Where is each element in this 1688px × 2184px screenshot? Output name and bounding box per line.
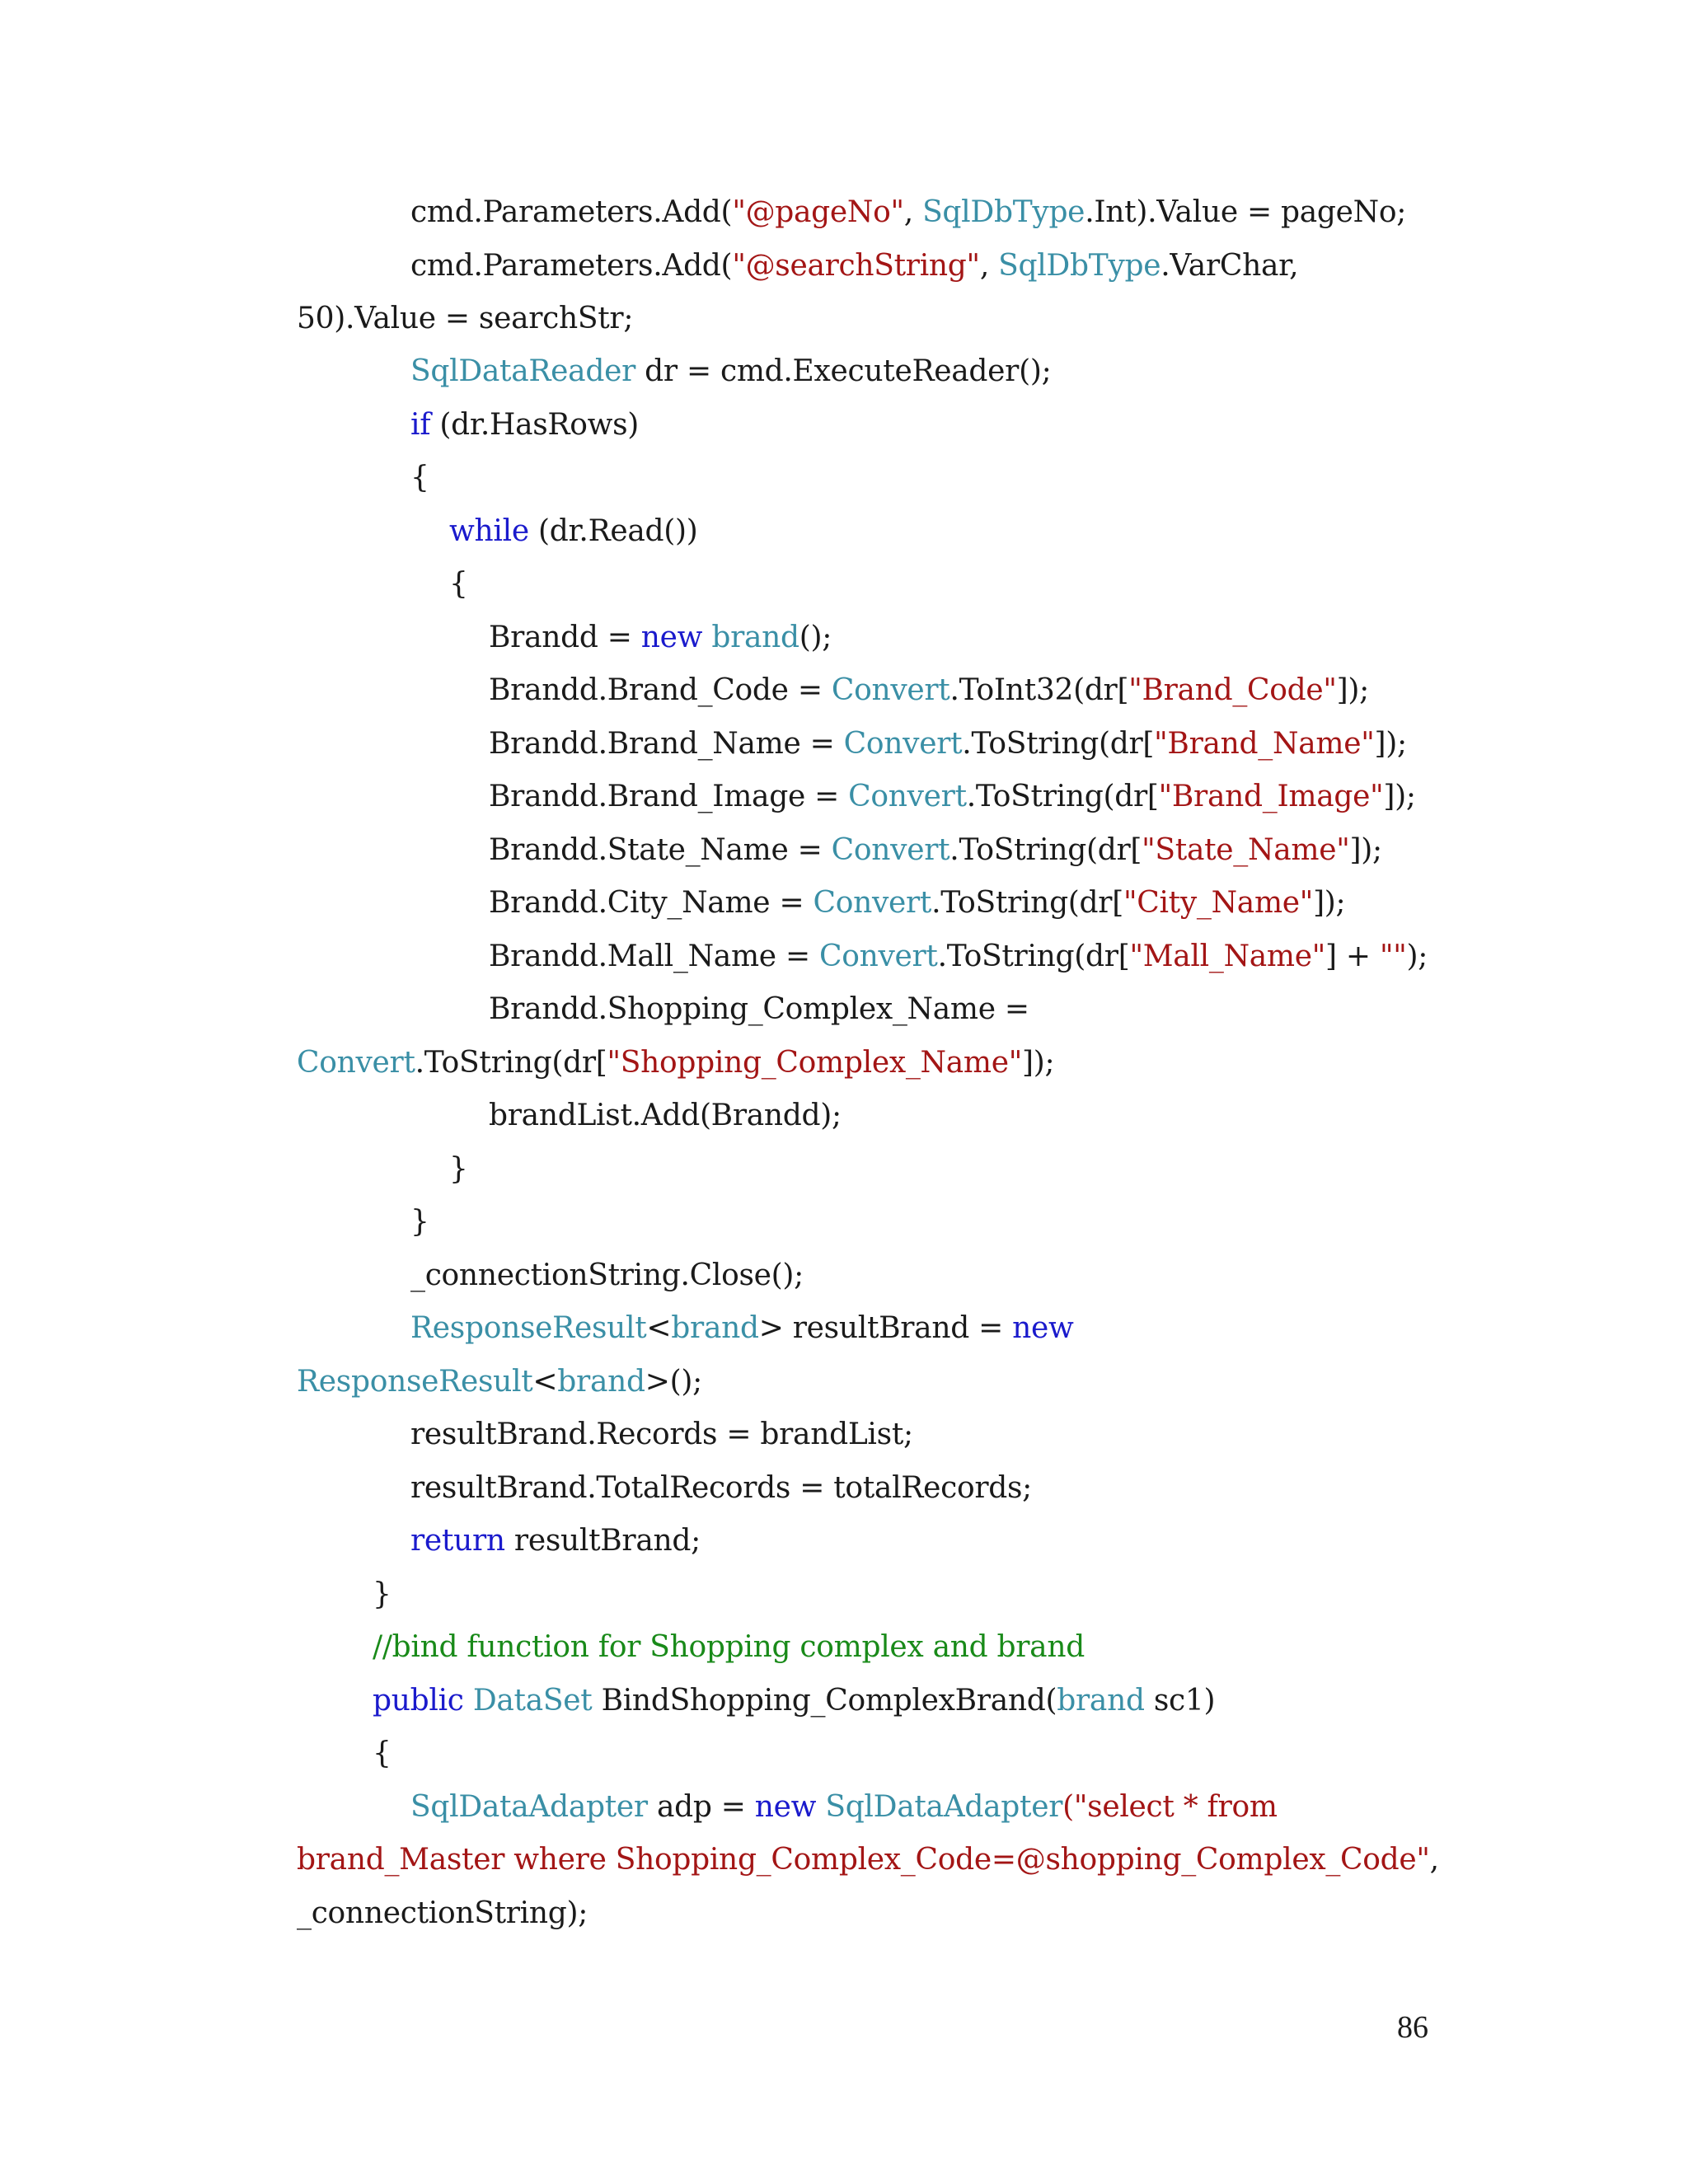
- code-line: [410, 460, 429, 496]
- code-token: }: [449, 1152, 468, 1186]
- code-token: Brandd =: [489, 621, 641, 654]
- code-line: [410, 1417, 913, 1453]
- type-token: Convert: [831, 833, 950, 867]
- code-token: BindShopping_ComplexBrand(: [592, 1684, 1057, 1718]
- keyword-token: public: [373, 1684, 464, 1718]
- code-token: .ToInt32(dr[: [950, 673, 1129, 707]
- type-token: brand: [711, 621, 799, 654]
- page-number: 86: [1397, 2010, 1428, 2045]
- type-token: ResponseResult: [297, 1365, 533, 1399]
- code-token: _connectionString.Close();: [410, 1258, 804, 1292]
- code-token: }: [410, 1205, 429, 1239]
- comment-token: //bind function for Shopping complex and brand: [373, 1630, 1085, 1664]
- code-token: Brandd.Brand_Code =: [489, 673, 832, 707]
- code-token: <: [532, 1365, 558, 1399]
- code-token: ,: [903, 195, 923, 229]
- type-token: brand: [1057, 1684, 1145, 1718]
- code-token: ]);: [1374, 727, 1407, 761]
- code-line: [489, 991, 1029, 1028]
- code-line: [373, 1736, 392, 1772]
- type-token: Convert: [843, 727, 963, 761]
- code-token: >();: [645, 1365, 702, 1399]
- code-line: [449, 1151, 468, 1188]
- string-token: "@pageNo": [732, 195, 904, 229]
- code-token: {: [449, 567, 468, 601]
- keyword-token: new: [754, 1790, 817, 1824]
- code-token: {: [373, 1736, 392, 1770]
- code-line: [489, 673, 1369, 709]
- code-line: [410, 407, 639, 443]
- type-token: DataSet: [472, 1684, 593, 1718]
- type-token: Convert: [831, 673, 950, 707]
- code-token: sc1): [1144, 1684, 1216, 1718]
- code-line: [373, 1629, 1085, 1666]
- code-token: brandList.Add(Brandd);: [489, 1099, 842, 1132]
- type-token: Convert: [818, 940, 938, 973]
- type-token: brand: [557, 1365, 645, 1399]
- code-token: ();: [799, 621, 832, 654]
- string-token: "Shopping_Complex_Name": [607, 1046, 1022, 1080]
- code-line: [410, 1523, 701, 1559]
- code-line: [489, 1098, 842, 1134]
- code-line: [449, 566, 468, 602]
- code-token: [702, 621, 711, 654]
- code-token: cmd.Parameters.Add(: [410, 195, 733, 229]
- code-line: [297, 1896, 588, 1932]
- string-token: brand_Master where Shopping_Complex_Code=@shopping_Complex_Code": [297, 1843, 1430, 1877]
- type-token: Convert: [813, 886, 932, 920]
- code-token: (dr.Read()): [528, 514, 698, 548]
- code-token: Brandd.City_Name =: [489, 886, 814, 920]
- code-token: .ToString(dr[: [931, 886, 1123, 920]
- code-token: resultBrand;: [504, 1524, 701, 1558]
- code-token: resultBrand.Records = brandList;: [410, 1418, 913, 1451]
- code-token: .ToString(dr[: [950, 833, 1142, 867]
- code-line: [489, 939, 1428, 975]
- string-token: "Brand_Image": [1158, 780, 1384, 813]
- code-line: [297, 1842, 1439, 1878]
- code-line: [297, 301, 633, 337]
- code-line: [489, 620, 832, 656]
- code-token: [464, 1684, 473, 1718]
- code-token: .Int).Value = pageNo;: [1085, 195, 1407, 229]
- code-token: ]);: [1313, 886, 1346, 920]
- code-line: [297, 1045, 1054, 1081]
- code-line: [297, 1364, 702, 1400]
- type-token: SqlDataAdapter: [825, 1790, 1063, 1824]
- code-token: > resultBrand =: [758, 1311, 1013, 1345]
- code-line: [410, 1258, 804, 1294]
- code-line: [410, 1789, 1278, 1825]
- string-token: "": [1379, 940, 1407, 973]
- code-token: ] +: [1325, 940, 1380, 973]
- code-token: [816, 1790, 825, 1824]
- type-token: Convert: [297, 1046, 415, 1080]
- type-token: brand: [671, 1311, 759, 1345]
- code-token: adp =: [647, 1790, 755, 1824]
- code-line: [410, 248, 1298, 284]
- keyword-token: if: [410, 408, 431, 442]
- string-token: "City_Name": [1123, 886, 1314, 920]
- string-token: "State_Name": [1142, 833, 1350, 867]
- code-line: [410, 354, 1051, 390]
- code-token: dr = cmd.ExecuteReader();: [635, 354, 1052, 388]
- type-token: SqlDbType: [922, 195, 1085, 229]
- code-token: _connectionString);: [297, 1896, 588, 1930]
- code-line: [410, 1470, 1032, 1507]
- code-token: .ToString(dr[: [937, 940, 1130, 973]
- string-token: ("select * from: [1062, 1790, 1278, 1824]
- code-token: ]);: [1336, 673, 1369, 707]
- keyword-token: while: [449, 514, 529, 548]
- code-line: [449, 513, 698, 550]
- code-token: Brandd.Brand_Name =: [489, 727, 844, 761]
- code-token: Brandd.State_Name =: [489, 833, 832, 867]
- code-token: 50).Value = searchStr;: [297, 302, 634, 335]
- code-token: .ToString(dr[: [966, 780, 1159, 813]
- type-token: ResponseResult: [410, 1311, 647, 1345]
- code-token: Brandd.Brand_Image =: [489, 780, 849, 813]
- code-token: .ToString(dr[: [962, 727, 1155, 761]
- code-token: );: [1406, 940, 1428, 973]
- code-token: ,: [979, 249, 999, 283]
- code-line: [489, 779, 1416, 815]
- code-token: ]);: [1349, 833, 1382, 867]
- code-token: Brandd.Shopping_Complex_Name =: [489, 992, 1029, 1026]
- type-token: SqlDbType: [998, 249, 1161, 283]
- code-token: .ToString(dr[: [415, 1046, 607, 1080]
- keyword-token: new: [640, 621, 703, 654]
- code-token: }: [373, 1577, 392, 1611]
- code-token: resultBrand.TotalRecords = totalRecords;: [410, 1471, 1033, 1505]
- code-token: cmd.Parameters.Add(: [410, 249, 733, 283]
- code-token: <: [646, 1311, 672, 1345]
- code-line: [410, 1204, 429, 1240]
- string-token: "Mall_Name": [1129, 940, 1326, 973]
- code-token: Brandd.Mall_Name =: [489, 940, 819, 973]
- type-token: SqlDataAdapter: [410, 1790, 648, 1824]
- code-line: [410, 1310, 1074, 1347]
- keyword-token: return: [410, 1524, 505, 1558]
- keyword-token: new: [1012, 1311, 1074, 1345]
- code-line: [373, 1577, 392, 1613]
- string-token: "Brand_Code": [1128, 673, 1337, 707]
- code-line: [489, 832, 1382, 869]
- code-token: ]);: [1022, 1046, 1055, 1080]
- code-line: [489, 885, 1345, 921]
- code-line: [373, 1683, 1215, 1719]
- string-token: "@searchString": [732, 249, 980, 283]
- code-token: ,: [1429, 1843, 1439, 1877]
- type-token: SqlDataReader: [410, 354, 636, 388]
- code-line: [410, 194, 1406, 231]
- code-token: (dr.HasRows): [430, 408, 640, 442]
- code-line: [489, 726, 1407, 762]
- string-token: "Brand_Name": [1154, 727, 1375, 761]
- code-token: .VarChar,: [1160, 249, 1299, 283]
- type-token: Convert: [848, 780, 967, 813]
- code-token: ]);: [1383, 780, 1416, 813]
- code-token: {: [410, 461, 429, 494]
